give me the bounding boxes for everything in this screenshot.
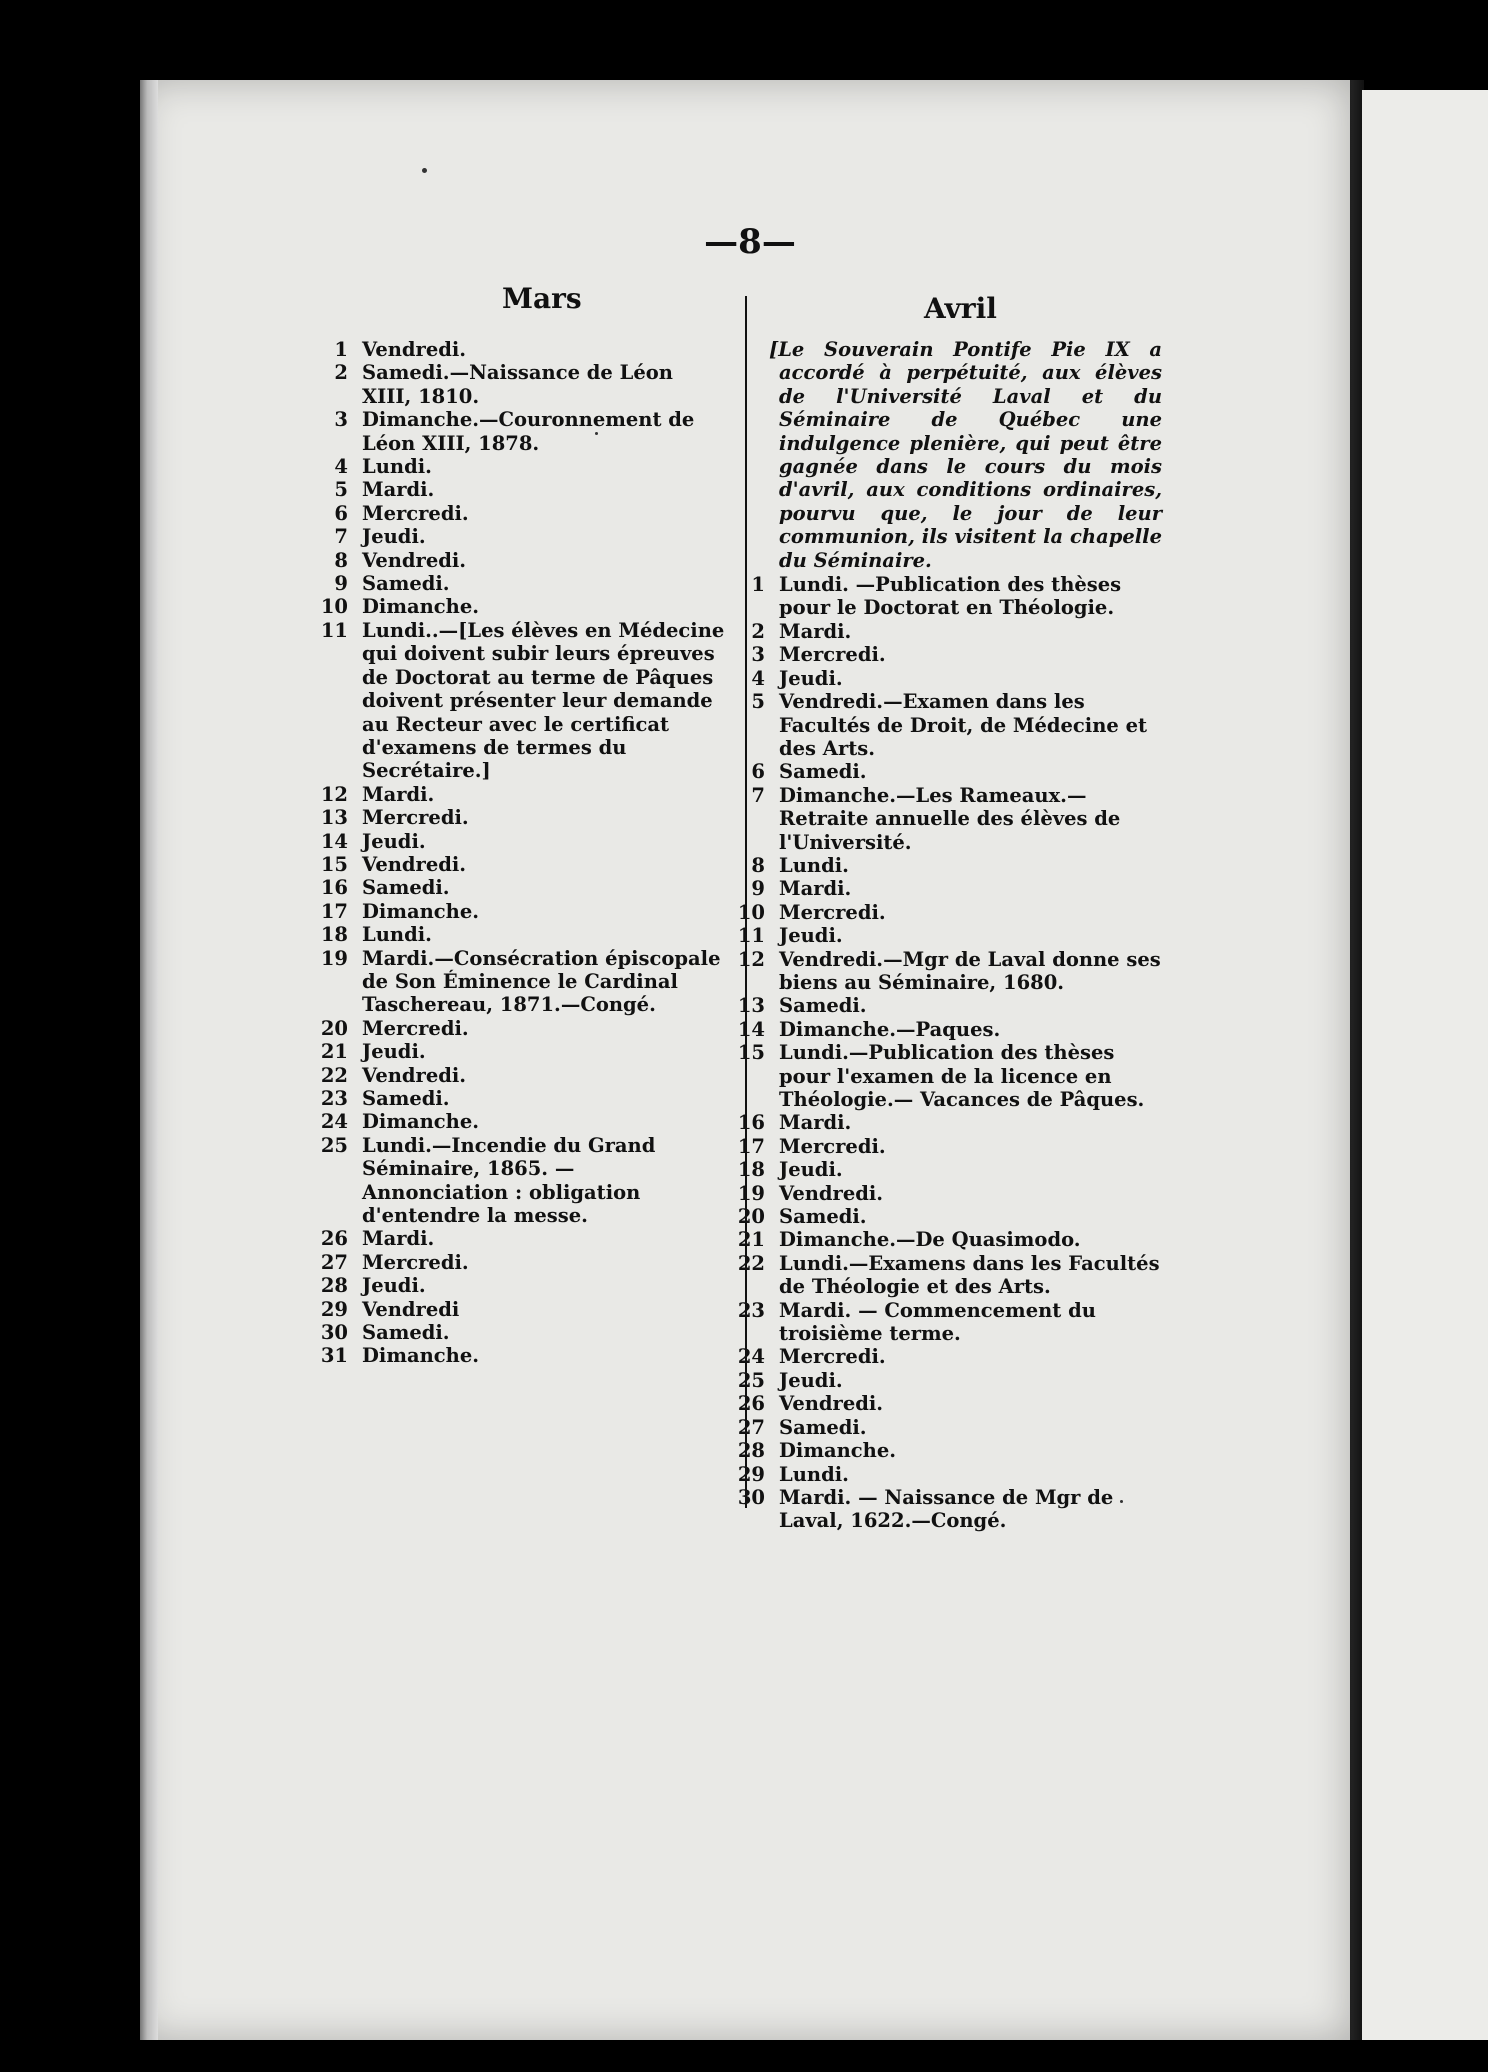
day-number: 29 [320,1297,348,1321]
day-number: 14 [737,1017,765,1041]
day-text: Dimanche. [362,899,480,923]
mars-entry [320,947,725,1017]
avril-heading: Avril [924,292,997,325]
day-number: 25 [320,1133,348,1157]
day-text: Jeudi. [362,1040,426,1064]
day-text: Samedi. [362,572,450,596]
avril-entry [737,1345,1162,1368]
avril-entry [737,877,1162,900]
avril-entry [737,1486,1162,1533]
day-number: 28 [320,1274,348,1298]
day-text: Jeudi. [362,1274,426,1298]
day-text: Dimanche.—Les Rameaux.—Retraite annuelle des élèves de l'Université. [779,783,1121,854]
day-text: Lundi.—Publication des thèses pour l'examen de la licence en Théologie.— Vacances de Pâques. [779,1041,1145,1111]
avril-entry [737,1041,1162,1111]
day-number: 27 [320,1250,348,1274]
avril-entry [737,643,1162,666]
avril-entry [737,1369,1162,1392]
day-text: Jeudi. [779,1158,843,1182]
day-text: Samedi. [779,1415,867,1439]
day-number: 23 [737,1298,765,1322]
day-number: 11 [320,618,348,642]
avril-entry [737,573,1162,620]
day-text: Mercredi. [362,806,469,830]
day-number: 31 [320,1344,348,1368]
day-number: 17 [737,1134,765,1158]
day-text: Mardi. [779,619,852,643]
day-number: 3 [751,643,765,667]
day-text: Vendredi.—Examen dans les Facultés de Droit, de Médecine et des Arts. [779,690,1147,760]
day-text: Mercredi. [779,643,886,667]
day-number: 26 [737,1392,765,1416]
facing-page-edge [1362,90,1488,2040]
day-number: 1 [334,338,348,361]
day-text: Mardi. [362,1227,435,1251]
day-number: 1 [751,573,765,597]
day-number: 3 [334,408,348,432]
mars-heading: Mars [502,282,582,315]
day-text: Vendredi. [779,1181,884,1205]
day-number: 5 [751,690,765,714]
day-number: 10 [320,595,348,619]
day-number: 2 [751,619,765,643]
day-number: 27 [737,1415,765,1439]
day-text: Lundi. [362,923,432,947]
day-number: 25 [737,1368,765,1392]
mars-entry [320,853,725,876]
avril-entry [737,620,1162,643]
avril-entry [737,1416,1162,1439]
day-number: 23 [320,1087,348,1110]
day-number: 4 [334,455,348,479]
day-number: 4 [751,666,765,690]
day-text: Mercredi. [779,900,886,924]
avril-entry [737,1158,1162,1181]
mars-entry [320,1298,725,1321]
day-text: Jeudi. [779,666,843,690]
day-number: 13 [320,806,348,830]
day-text: Dimanche. [362,1344,480,1368]
day-number: 22 [320,1063,348,1087]
avril-entry [737,760,1162,783]
avril-entry [737,924,1162,947]
mars-column [320,338,725,1368]
day-number: 24 [737,1345,765,1369]
day-number: 12 [320,782,348,806]
mars-entry [320,1274,725,1297]
avril-indulgence-note: [Le Souverain Pontife Pie IX a accordé à perpétuité, aux élèves de l'Université Laval et du Séminaire de Québec une indulgence plenière, qui peut être gagnée dans le cours du mois d'avril, aux conditions ordinaires, pourvu que, le jour de leur communion, ils visitent la chapelle du Séminaire. [769,338,1162,572]
page-number: —8— [704,222,796,262]
day-text: Samedi. [779,1205,867,1229]
avril-entry [737,667,1162,690]
day-text: Dimanche.—Paques. [779,1017,1001,1041]
day-text: Lundi. [779,853,849,877]
avril-entry [737,1392,1162,1415]
day-text: Lundi.—Incendie du Grand Séminaire, 1865. — Annonciation : obligation d'entendre la messe. [362,1133,656,1228]
day-text: Jeudi. [362,525,426,549]
day-text: Vendredi. [779,1392,884,1416]
day-text: Dimanche.—Couronnement de Léon XIII, 1878. [362,408,695,455]
day-number: 5 [334,478,348,502]
avril-entry [737,690,1162,760]
day-text: Dimanche. [362,1110,480,1134]
mars-entry [320,876,725,899]
day-number: 18 [737,1158,765,1182]
day-text: Mercredi. [779,1345,886,1369]
day-text: Lundi. [362,455,432,479]
day-number: 21 [320,1040,348,1064]
day-number: 8 [751,853,765,877]
day-text: Mercredi. [362,1016,469,1040]
day-text: Mardi. — Naissance de Mgr de Laval, 1622.—Congé. [779,1485,1114,1533]
day-text: Lundi.—Examens dans les Facultés de Théologie et des Arts. [779,1251,1160,1299]
day-text: Mercredi. [362,501,469,525]
day-number: 14 [320,829,348,853]
day-number: 30 [737,1485,765,1509]
avril-entry [737,994,1162,1017]
day-text: Lundi. [779,1462,849,1486]
mars-entry [320,595,725,618]
day-text: Samedi. [362,1321,450,1345]
day-number: 8 [334,548,348,572]
day-text: Vendredi. [362,852,467,876]
day-text: Mercredi. [779,1134,886,1158]
avril-entry [737,948,1162,995]
day-number: 6 [334,501,348,525]
day-text: Jeudi. [779,1368,843,1392]
mars-entry [320,830,725,853]
day-number: 9 [751,877,765,901]
day-number: 30 [320,1321,348,1345]
day-number: 13 [737,994,765,1018]
mars-entry [320,806,725,829]
mars-entry [320,1344,725,1367]
mars-entry [320,408,725,455]
day-number: 16 [320,876,348,900]
mars-entry [320,478,725,501]
mars-entry [320,1321,725,1344]
day-text: Vendredi. [362,338,467,361]
day-number: 17 [320,899,348,923]
mars-entry [320,1227,725,1250]
page-left-edge [140,80,158,2040]
mars-entry [320,502,725,525]
mars-entry [320,900,725,923]
mars-entry [320,619,725,783]
day-text: Vendredi [362,1297,460,1321]
day-text: Samedi. [779,760,867,784]
day-text: Mardi. [779,877,852,901]
day-text: Jeudi. [779,924,843,948]
day-number: 24 [320,1110,348,1134]
day-number: 28 [737,1439,765,1463]
day-number: 15 [320,852,348,876]
avril-entry [737,1018,1162,1041]
day-text: Lundi..—[Les élèves en Médecine qui doivent subir leurs épreuves de Doctorat au terme de Pâques doivent présenter leur demande au Recteur avec le certificat d'examens de termes du Secrétaire.] [362,618,725,783]
mars-entry [320,455,725,478]
mars-entry [320,1064,725,1087]
avril-entry [737,784,1162,854]
avril-column [737,338,1162,1533]
mars-entry [320,1087,725,1110]
day-number: 21 [737,1228,765,1252]
day-number: 20 [320,1016,348,1040]
day-text: Mardi. [362,478,435,502]
day-text: Mardi.—Consécration épiscopale de Son Éminence le Cardinal Taschereau, 1871.—Congé. [362,946,721,1017]
day-number: 29 [737,1462,765,1486]
day-number: 12 [737,947,765,971]
day-number: 22 [737,1251,765,1275]
mars-entry [320,572,725,595]
avril-entry [737,1252,1162,1299]
day-number: 6 [751,760,765,784]
avril-entry [737,1299,1162,1346]
day-number: 10 [737,900,765,924]
day-number: 7 [334,525,348,549]
day-text: Mardi. — Commencement du troisième terme. [779,1298,1096,1346]
day-text: Mardi. [779,1111,852,1135]
day-number: 9 [334,572,348,596]
avril-entries [737,573,1162,1533]
mars-entry [320,1017,725,1040]
day-text: Vendredi.—Mgr de Laval donne ses biens au Séminaire, 1680. [779,947,1161,994]
day-text: Mardi. [362,782,435,806]
day-number: 26 [320,1227,348,1251]
day-text: Vendredi. [362,548,467,572]
day-text: Dimanche.—De Quasimodo. [779,1228,1081,1252]
mars-entry [320,1134,725,1228]
day-text: Dimanche. [779,1439,897,1463]
day-number: 7 [751,783,765,807]
day-number: 18 [320,923,348,947]
mars-entry [320,361,725,408]
day-text: Lundi. —Publication des thèses pour le Doctorat en Théologie. [779,573,1122,620]
avril-entry [737,1439,1162,1462]
mars-entry [320,783,725,806]
mars-entry [320,923,725,946]
day-text: Samedi.—Naissance de Léon XIII, 1810. [362,361,673,408]
day-text: Samedi. [362,1087,450,1110]
day-text: Dimanche. [362,595,480,619]
day-text: Samedi. [779,994,867,1018]
mars-entry [320,1251,725,1274]
day-text: Mercredi. [362,1250,469,1274]
avril-entry [737,1205,1162,1228]
day-text: Jeudi. [362,829,426,853]
mars-entry [320,338,725,361]
mars-entry [320,549,725,572]
mars-entry [320,1110,725,1133]
mars-entry [320,1040,725,1063]
avril-entry [737,901,1162,924]
mars-entry [320,525,725,548]
avril-entry [737,1463,1162,1486]
day-text: Vendredi. [362,1063,467,1087]
avril-entry [737,1182,1162,1205]
day-number: 19 [320,946,348,970]
avril-entry [737,1228,1162,1251]
day-number: 15 [737,1041,765,1065]
day-number: 11 [737,924,765,948]
avril-entry [737,1135,1162,1158]
day-text: Samedi. [362,876,450,900]
day-number: 20 [737,1205,765,1229]
day-number: 19 [737,1181,765,1205]
avril-entry [737,1111,1162,1134]
day-number: 2 [334,361,348,385]
avril-entry [737,854,1162,877]
day-number: 16 [737,1111,765,1135]
